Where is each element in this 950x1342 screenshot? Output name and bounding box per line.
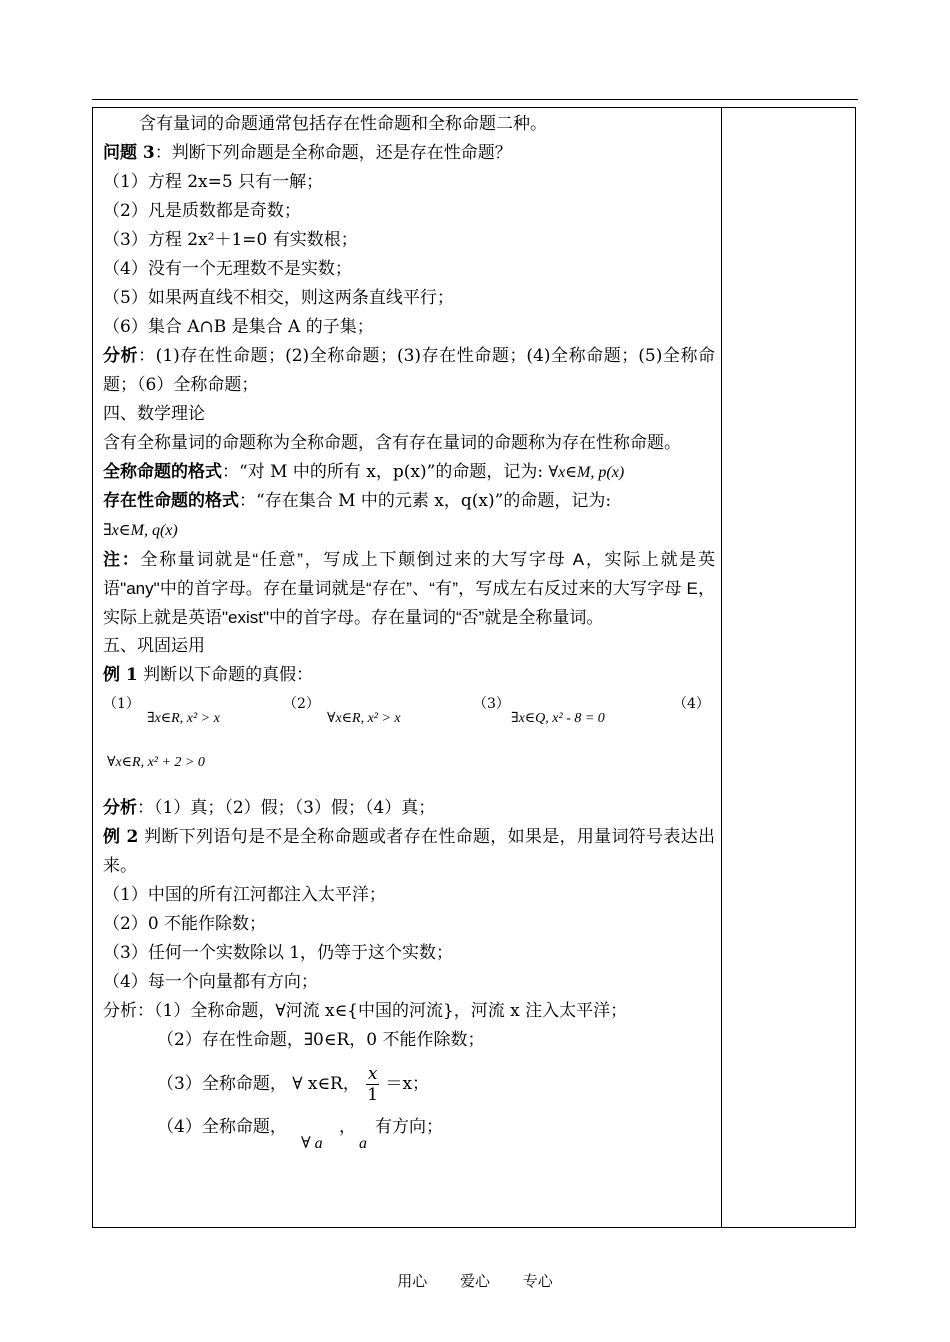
example-1-num-3: （3） xyxy=(473,696,510,712)
example-1-num-2: （2） xyxy=(283,696,320,712)
analysis-3-forall-a: ∀ a xyxy=(301,1135,323,1152)
footer-word-2: 爱心 xyxy=(459,1272,490,1290)
universal-format xyxy=(103,458,715,487)
analysis-1-label: 分析 xyxy=(103,346,139,366)
example-2-item-3: （3）任何一个实数除以 1，仍等于这个实数； xyxy=(103,943,454,963)
analysis-3-line-3-prefix: （3）全称命题， ∀ x∈R， xyxy=(157,1073,360,1094)
analysis-3-line-4 xyxy=(103,1113,715,1153)
example-1 xyxy=(103,661,715,690)
example-1-formula-2: ∀x∈R, x² > x xyxy=(327,711,401,726)
fraction-x-over-1 xyxy=(366,1064,380,1105)
example-2-item-4: （4）每一个向量都有方向； xyxy=(103,972,318,992)
header-rule xyxy=(92,99,858,100)
section-4-heading: 四、数学理论 xyxy=(103,404,205,424)
existential-format-label: 存在性命题的格式 xyxy=(103,491,239,511)
existential-formula: ∃x∈M, q(x) xyxy=(103,522,178,539)
analysis-3-line-3 xyxy=(103,1055,715,1113)
existential-format-text: ：“存在集合 M 中的元素 x，q(x)”的命题，记为: xyxy=(239,491,612,511)
section-5-heading: 五、巩固运用 xyxy=(103,636,205,656)
theory-text: 含有全称量词的命题称为全称命题，含有存在量词的命题称为存在性称命题。 xyxy=(103,433,681,453)
analysis-2-label: 分析 xyxy=(103,798,137,818)
example-1-num-1: （1） xyxy=(103,696,140,712)
example-1-formula-1: ∃x∈R, x² > x xyxy=(147,711,220,726)
example-2 xyxy=(103,823,715,881)
analysis-3-line-3-suffix: ＝x； xyxy=(385,1073,430,1094)
note-label: 注： xyxy=(103,550,141,569)
example-2-text: 判断下列语句是不是全称命题或者存在性命题，如果是，用量词符号表达出来。 xyxy=(103,827,716,876)
universal-format-label: 全称命题的格式 xyxy=(103,462,222,482)
example-1-items xyxy=(103,690,715,746)
analysis-2-text: ：（1）真；（2）假；（3）假；（4）真； xyxy=(137,798,436,818)
note xyxy=(103,545,715,632)
q3-item-2: （2）凡是质数都是奇数； xyxy=(103,201,301,221)
column-divider xyxy=(721,107,722,1228)
question-3-text: ：判断下列命题是全称命题，还是存在性命题？ xyxy=(154,143,512,163)
intro-text: 含有量词的命题通常包括存在性命题和全称命题二种。 xyxy=(139,114,547,134)
universal-formula: ∀x∈M, p(x) xyxy=(548,464,625,481)
q3-item-5: （5）如果两直线不相交，则这两条直线平行； xyxy=(103,288,454,308)
question-3-label: 问题 3 xyxy=(103,143,155,163)
example-1-formula-3: ∃x∈Q, x² - 8 = 0 xyxy=(511,711,605,726)
q3-item-1: （1）方程 2x=5 只有一解； xyxy=(103,172,324,192)
example-2-label: 例 2 xyxy=(103,827,139,847)
main-content xyxy=(103,110,715,1153)
analysis-3-line-1: 分析：（1）全称命题，∀河流 x∈{中国的河流}，河流 x 注入太平洋； xyxy=(103,1001,628,1021)
q3-item-6: （6）集合 A∩B 是集合 A 的子集； xyxy=(103,317,374,337)
analysis-2 xyxy=(103,794,715,823)
footer-word-1: 用心 xyxy=(397,1272,428,1290)
example-1-label: 例 1 xyxy=(103,665,138,685)
example-2-item-2: （2）0 不能作除数； xyxy=(103,914,267,934)
analysis-1-text: ：(1)存在性命题；(2)全称命题；(3)存在性命题；(4)全称命题；(5)全称命题；（6）全称命题； xyxy=(103,346,716,395)
analysis-1 xyxy=(103,342,715,400)
example-1-text: 判断以下命题的真假： xyxy=(137,665,314,685)
analysis-3-comma: ， xyxy=(339,1117,356,1137)
analysis-3-line-4-suffix: 有方向； xyxy=(375,1117,443,1137)
analysis-3-var-a: a xyxy=(359,1135,367,1152)
example-1-row-2 xyxy=(103,746,715,794)
example-1-formula-4: ∀x∈R, x² + 2 > 0 xyxy=(107,755,205,770)
example-1-num-4: （4） xyxy=(673,696,710,712)
example-2-item-1: （1）中国的所有江河都注入太平洋； xyxy=(103,885,386,905)
existential-format xyxy=(103,487,715,545)
fraction-numerator: x xyxy=(367,1063,378,1084)
page-footer xyxy=(0,1270,950,1291)
q3-item-3: （3）方程 2x²＋1=0 有实数根； xyxy=(103,230,358,250)
note-text: 全称量词就是“任意”，写成上下颠倒过来的大写字母 A，实际上就是英语"any"中的首字母。存在量词就是“存在”、“有”，写成左右反过来的大写字母 E，实际上就是英语"exist"中的首字母。存在量词的“否”就是全称量词。 xyxy=(103,550,715,627)
universal-format-text: ：“对 M 中的所有 x，p(x)”的命题，记为: xyxy=(222,462,549,482)
q3-item-4: （4）没有一个无理数不是实数； xyxy=(103,259,352,279)
fraction-denominator: 1 xyxy=(367,1084,379,1105)
question-3 xyxy=(103,139,715,168)
footer-word-3: 专心 xyxy=(522,1272,553,1290)
analysis-3-line-2: （2）存在性命题，∃0∈R，0 不能作除数； xyxy=(157,1030,485,1050)
analysis-3-line-4-prefix: （4）全称命题， xyxy=(157,1117,287,1137)
